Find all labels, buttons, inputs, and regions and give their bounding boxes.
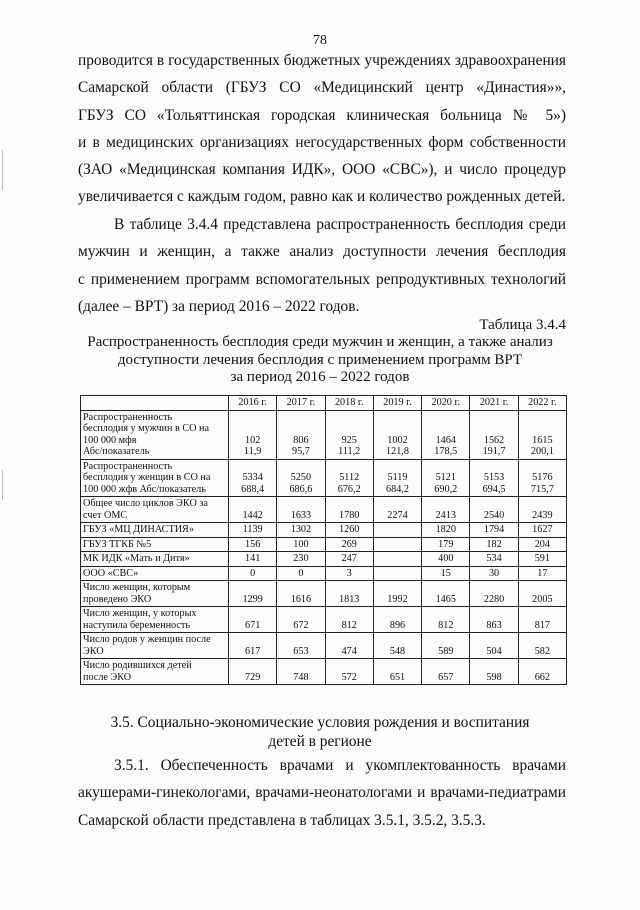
- cell-value: 591: [534, 553, 550, 564]
- table-cell: [373, 497, 421, 523]
- table-header-year: 2021 г.: [470, 396, 518, 411]
- row-label: [81, 581, 229, 607]
- row-label: [81, 566, 229, 581]
- cell-value: 1002: [387, 434, 408, 446]
- cell-value: 548: [389, 645, 406, 657]
- cell-value: 1260: [339, 524, 360, 535]
- paragraph-table-reference: [78, 211, 566, 320]
- row-label-line: счет ОМС: [83, 509, 128, 521]
- cell-value: 694,5: [482, 483, 506, 495]
- table-header-year: 2019 г.: [373, 396, 421, 411]
- cell-value: 5334: [242, 472, 263, 483]
- cell-value: 2540: [483, 509, 505, 521]
- text-line: В таблице 3.4.4 представлена распространенность бесплодия среди: [114, 216, 566, 233]
- row-label: [81, 633, 229, 659]
- cell-value: 5121: [435, 472, 456, 483]
- paragraph-intro: [78, 47, 566, 211]
- table-cell: [229, 459, 277, 497]
- table-cell: [373, 633, 421, 659]
- cell-value: 2413: [435, 509, 456, 521]
- cell-value: 230: [293, 553, 309, 564]
- cell-value: 247: [341, 553, 357, 564]
- cell-value: 182: [486, 538, 502, 550]
- row-label-line: МК ИДК «Мать и Дитя»: [83, 553, 190, 564]
- table-cell: [470, 523, 518, 538]
- infertility-table: [80, 395, 567, 685]
- table-cell: [422, 410, 470, 459]
- cell-value: 2439: [532, 509, 553, 521]
- paragraph-section-3-5-1: [78, 752, 566, 834]
- cell-value: 684,2: [386, 483, 409, 495]
- cell-value: 2274: [387, 509, 408, 521]
- table-cell: [325, 566, 373, 581]
- row-label-line: ООО «СВС»: [83, 567, 139, 579]
- row-label: [81, 459, 229, 497]
- cell-value: 474: [341, 645, 357, 657]
- table-cell: [518, 497, 566, 523]
- table-cell: [422, 459, 470, 497]
- cell-value: 3: [346, 567, 352, 579]
- table-cell: [277, 497, 325, 523]
- cell-value: 1780: [339, 509, 360, 521]
- cell-value: 662: [534, 671, 550, 683]
- cell-value: 1139: [242, 524, 263, 535]
- table-row: [81, 633, 567, 659]
- table-cell: [277, 633, 325, 659]
- row-label: [81, 410, 229, 459]
- table-row: [81, 497, 567, 523]
- cell-value: 748: [293, 671, 309, 683]
- table-cell: [229, 410, 277, 459]
- cell-value: 1465: [435, 593, 456, 605]
- table-cell: [229, 497, 277, 523]
- table-row: [81, 523, 567, 538]
- table-header-corner: [81, 396, 229, 411]
- cell-value: 812: [341, 619, 357, 631]
- cell-value: 1442: [242, 509, 263, 521]
- cell-value: 729: [245, 671, 261, 683]
- table-header-year: 2020 г.: [422, 396, 470, 411]
- row-label-line: Абс/показатель: [83, 446, 150, 457]
- page-number: 78: [313, 33, 327, 48]
- table-row: [81, 607, 567, 633]
- cell-value: 598: [486, 671, 502, 683]
- table-cell: [470, 459, 518, 497]
- cell-value: 95,7: [292, 446, 310, 457]
- cell-value: 1633: [290, 509, 312, 521]
- cell-value: 686,6: [289, 483, 313, 495]
- table-cell: [373, 607, 421, 633]
- table-cell: [373, 566, 421, 581]
- table-cell: [518, 566, 566, 581]
- table-cell: [229, 659, 277, 685]
- cell-value: 200,1: [530, 446, 554, 457]
- cell-value: 1302: [290, 524, 312, 535]
- table-row: [81, 410, 567, 459]
- cell-value: 1813: [339, 593, 360, 605]
- text-line: с применением программ вспомогательных репродуктивных технологий: [78, 270, 566, 288]
- cell-value: 1562: [483, 434, 505, 446]
- table-cell: [373, 537, 421, 552]
- cell-value: 5112: [339, 472, 360, 483]
- table-row: [81, 659, 567, 685]
- table-cell: [518, 552, 566, 567]
- text-line: мужчин и женщин, а также анализ доступности лечения бесплодия: [78, 243, 566, 261]
- row-label-line: наступила беременность: [83, 619, 190, 631]
- table-title: [60, 334, 580, 387]
- text-line: проводится в государственных бюджетных учреждениях здравоохранения: [78, 52, 566, 69]
- table-cell: [518, 459, 566, 497]
- cell-value: 690,2: [434, 483, 458, 495]
- table-cell: [325, 607, 373, 633]
- table-cell: [470, 581, 518, 607]
- cell-value: 1627: [532, 524, 553, 535]
- cell-value: 657: [438, 671, 454, 683]
- cell-value: 102: [245, 434, 261, 446]
- table-row: [81, 552, 567, 567]
- table-row: [81, 566, 567, 581]
- cell-value: 179: [438, 538, 454, 550]
- table-cell: [373, 659, 421, 685]
- cell-value: 2280: [483, 593, 505, 605]
- row-label: [81, 523, 229, 538]
- table-cell: [277, 566, 325, 581]
- row-label-line: бесплодия у женщин в СО на: [83, 472, 211, 483]
- cell-value: 1615: [532, 434, 553, 446]
- table-title-line: доступности лечения бесплодия с применением программ ВРТ: [117, 351, 523, 368]
- table-cell: [470, 659, 518, 685]
- cell-value: 121,8: [386, 446, 409, 457]
- cell-value: 688,4: [241, 483, 265, 495]
- cell-value: 30: [488, 567, 500, 579]
- row-label-line: ГБУЗ ТГКБ №5: [83, 538, 152, 550]
- table-cell: [518, 633, 566, 659]
- cell-value: 5250: [290, 472, 312, 483]
- row-label-line: Число родов у женщин после: [83, 634, 211, 645]
- cell-value: 0: [298, 567, 304, 579]
- table-cell: [470, 633, 518, 659]
- cell-value: 191,7: [482, 446, 506, 457]
- table-cell: [325, 659, 373, 685]
- table-cell: [229, 523, 277, 538]
- row-label-line: Число женщин, которым: [83, 582, 191, 593]
- cell-value: 1616: [290, 593, 312, 605]
- cell-value: 17: [537, 567, 548, 579]
- table-cell: [325, 410, 373, 459]
- row-label-line: бесплодия у мужчин в СО на: [83, 423, 209, 434]
- cell-value: 715,7: [530, 483, 554, 495]
- cell-value: 1464: [435, 434, 456, 446]
- cell-value: 5119: [387, 472, 408, 483]
- cell-value: 812: [438, 619, 454, 631]
- cell-value: 15: [440, 567, 451, 579]
- text-line: (ЗАО «Медицинская компания ИДК», ООО «СВС»), и число процедур: [78, 161, 566, 179]
- table-cell: [277, 523, 325, 538]
- cell-value: 572: [341, 671, 357, 683]
- cell-value: 111,2: [338, 446, 361, 457]
- table-row: [81, 459, 567, 497]
- table-cell: [325, 459, 373, 497]
- cell-value: 100: [293, 538, 309, 550]
- table-cell: [325, 497, 373, 523]
- text-line: ГБУЗ СО «Тольяттинская городская клиническая больница № 5»): [78, 106, 566, 124]
- scan-margin-mark: [2, 150, 3, 190]
- row-label-line: Число женщин, у которых: [83, 608, 197, 619]
- cell-value: 1992: [387, 593, 408, 605]
- row-label-line: Распространенность: [83, 460, 173, 472]
- table-cell: [470, 537, 518, 552]
- text-line: акушерами-гинекологами, врачами-неонатологами и врачами-педиатрами: [78, 784, 566, 802]
- row-label-line: Распространенность: [83, 411, 173, 423]
- row-label-line: Число родившихся детей: [83, 660, 192, 671]
- table-cell: [373, 552, 421, 567]
- table-cell: [277, 459, 325, 497]
- row-label-line: после ЭКО: [83, 671, 132, 683]
- text-line: и в медицинских организациях негосударственных форм собственности: [78, 133, 566, 151]
- table-cell: [470, 566, 518, 581]
- row-label-line: 100 000 мфв: [83, 434, 137, 446]
- row-label-line: проведено ЭКО: [83, 593, 152, 605]
- table-cell: [518, 410, 566, 459]
- table-cell: [422, 633, 470, 659]
- row-label-line: ГБУЗ «МЦ ДИНАСТИЯ»: [83, 524, 194, 535]
- table-cell: [518, 537, 566, 552]
- cell-value: 863: [486, 619, 502, 631]
- row-label: [81, 607, 229, 633]
- cell-value: 672: [293, 619, 309, 631]
- cell-value: 269: [341, 538, 357, 550]
- cell-value: 896: [389, 619, 406, 631]
- table-header-year: 2022 г.: [518, 396, 566, 411]
- table-cell: [373, 410, 421, 459]
- table-cell: [470, 607, 518, 633]
- table-cell: [325, 552, 373, 567]
- cell-value: 0: [250, 567, 256, 579]
- table-cell: [277, 410, 325, 459]
- table-cell: [325, 633, 373, 659]
- cell-value: 156: [245, 538, 261, 550]
- table-cell: [422, 659, 470, 685]
- table-header-year: 2018 г.: [325, 396, 373, 411]
- table-cell: [277, 659, 325, 685]
- table-cell: [518, 607, 566, 633]
- cell-value: 5176: [532, 472, 553, 483]
- table-cell: [325, 581, 373, 607]
- table-cell: [277, 607, 325, 633]
- cell-value: 817: [534, 619, 550, 631]
- table-body: [81, 410, 567, 685]
- row-label-line: ЭКО: [83, 645, 104, 657]
- table-title-line: за период 2016 – 2022 годов: [230, 369, 410, 385]
- cell-value: 11,9: [243, 446, 262, 457]
- table-cell: [373, 523, 421, 538]
- cell-value: 141: [245, 553, 261, 564]
- cell-value: 1299: [242, 593, 263, 605]
- table-header-row: [81, 396, 567, 411]
- cell-value: 806: [293, 434, 309, 446]
- row-label: [81, 497, 229, 523]
- table-row: [81, 537, 567, 552]
- cell-value: 534: [486, 553, 502, 564]
- cell-value: 178,5: [434, 446, 458, 457]
- cell-value: 671: [245, 619, 261, 631]
- row-label-line: Общее число циклов ЭКО за: [83, 498, 208, 509]
- cell-value: 1794: [483, 524, 505, 535]
- table-cell: [470, 410, 518, 459]
- row-label: [81, 537, 229, 552]
- section-title: [0, 713, 640, 751]
- section-title-line: 3.5. Социально-экономические условия рождения и воспитания: [110, 714, 530, 731]
- table-cell: [422, 497, 470, 523]
- table-cell: [470, 552, 518, 567]
- cell-value: 676,2: [337, 483, 361, 495]
- table-cell: [422, 581, 470, 607]
- section-title-line: детей в регионе: [268, 733, 372, 750]
- cell-value: 1820: [435, 524, 456, 535]
- table-cell: [518, 523, 566, 538]
- text-line: Самарской области (ГБУЗ СО «Медицинский центр «Династия»»,: [78, 79, 566, 97]
- table-cell: [518, 581, 566, 607]
- text-line: Самарской области представлена в таблицах 3.5.1, 3.5.2, 3.5.3.: [78, 811, 486, 829]
- cell-value: 5153: [483, 472, 505, 483]
- text-line: 3.5.1. Обеспеченность врачами и укомплектованность врачами: [114, 757, 566, 774]
- text-line: увеличивается с каждым годом, равно как и количество рожденных детей.: [78, 188, 566, 206]
- row-label: [81, 659, 229, 685]
- cell-value: 653: [293, 645, 309, 657]
- cell-value: 2005: [532, 593, 553, 605]
- table-cell: [229, 566, 277, 581]
- table-cell: [229, 552, 277, 567]
- table-label: Таблица 3.4.4: [479, 317, 566, 333]
- cell-value: 582: [534, 645, 550, 657]
- cell-value: 651: [389, 671, 406, 683]
- table-cell: [229, 633, 277, 659]
- table-cell: [422, 537, 470, 552]
- cell-value: 925: [341, 434, 357, 446]
- table-cell: [229, 537, 277, 552]
- cell-value: 504: [486, 645, 502, 657]
- table-cell: [277, 537, 325, 552]
- table-cell: [373, 459, 421, 497]
- table-cell: [229, 607, 277, 633]
- table-cell: [422, 552, 470, 567]
- text-line: (далее – ВРТ) за период 2016 – 2022 годов.: [78, 297, 360, 315]
- table-cell: [422, 566, 470, 581]
- row-label-line: 100 000 жфв Абс/показатель: [83, 483, 206, 495]
- cell-value: 204: [534, 538, 550, 550]
- table-header-year: 2016 г.: [229, 396, 277, 411]
- cell-value: 589: [438, 645, 454, 657]
- table-cell: [229, 581, 277, 607]
- scan-margin-mark: [2, 470, 3, 500]
- table-cell: [277, 552, 325, 567]
- row-label: [81, 552, 229, 567]
- table-cell: [422, 523, 470, 538]
- table-cell: [277, 581, 325, 607]
- table-cell: [325, 523, 373, 538]
- table-row: [81, 581, 567, 607]
- table-cell: [470, 497, 518, 523]
- table-cell: [422, 607, 470, 633]
- table-cell: [325, 537, 373, 552]
- table-cell: [373, 581, 421, 607]
- cell-value: 400: [438, 553, 454, 564]
- table-cell: [518, 659, 566, 685]
- table-header-year: 2017 г.: [277, 396, 325, 411]
- table-title-line: Распространенность бесплодия среди мужчин и женщин, а также анализ: [87, 334, 553, 350]
- cell-value: 617: [245, 645, 261, 657]
